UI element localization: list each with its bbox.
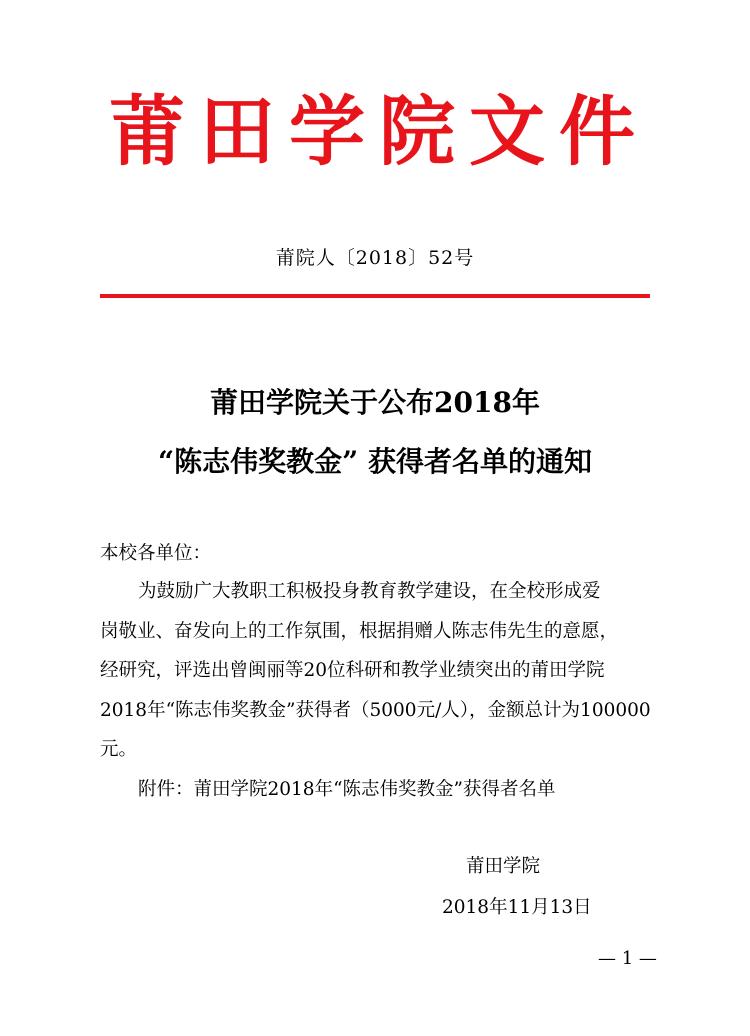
signature-date: 2018年11月13日 <box>442 897 592 918</box>
signature-org: 莆田学院 <box>466 856 541 877</box>
paragraph-line: 为鼓励广大教职工积极投身教育教学建设，在全校形成爱 <box>138 581 601 602</box>
paragraph-line: 岗敬业、奋发向上的工作氛围，根据捐赠人陈志伟先生的意愿， <box>100 621 619 642</box>
document-header-title: 莆田学院文件 <box>109 87 649 176</box>
attachment-line: 附件：莆田学院2018年“陈志伟奖教金”获得者名单 <box>138 779 556 800</box>
paragraph-line: 经研究，评选出曾闽丽等20位科研和教学业绩突出的莆田学院 <box>100 660 605 681</box>
paragraph-line: 2018年“陈志伟奖教金”获得者（5000元/人），金额总计为100000 <box>100 700 651 721</box>
notice-title-line-1: 莆田学院关于公布2018年 <box>210 386 540 419</box>
red-divider-line <box>100 294 650 298</box>
notice-title-line-2: “陈志伟奖教金” 获得者名单的通知 <box>158 445 592 478</box>
paragraph-line: 元。 <box>100 739 138 760</box>
page-number: — 1 — <box>598 948 657 969</box>
document-number: 莆院人〔2018〕52号 <box>275 247 475 269</box>
salutation: 本校各单位： <box>100 543 212 564</box>
